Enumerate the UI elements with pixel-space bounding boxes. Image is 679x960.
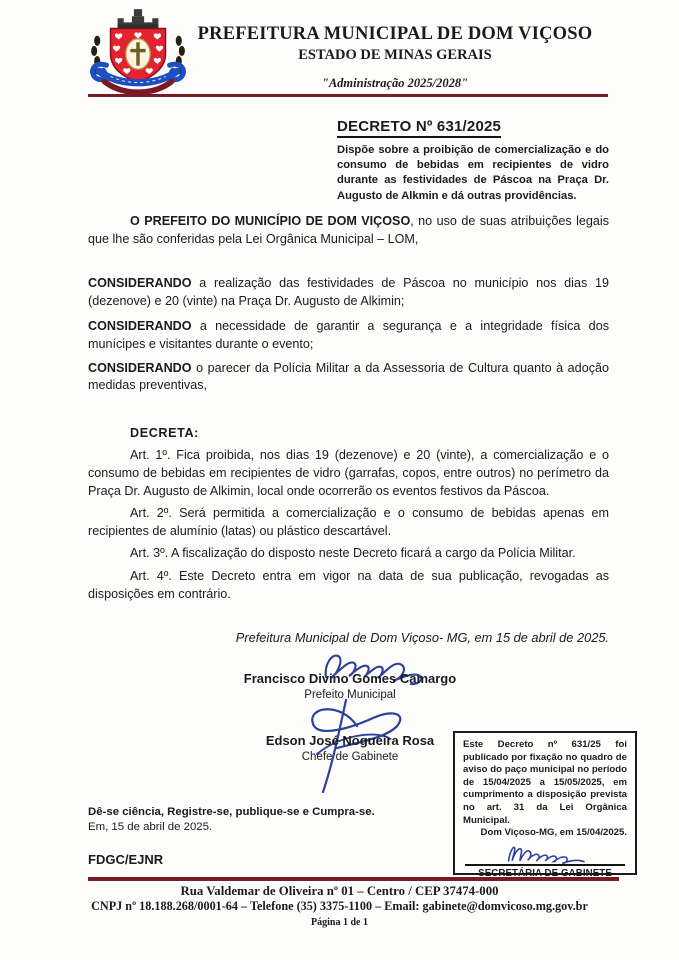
considerando-keyword: CONSIDERANDO <box>88 360 192 375</box>
article-3: Art. 3º. A fiscalização do disposto neste Decreto ficará a cargo da Polícia Militar. <box>130 546 576 561</box>
decree-summary: Dispõe sobre a proibição de comercialização e do consumo de bebidas em recipientes de vidro durante as festividades de Páscoa na Praça Dr. Augusto de Alkmin e dá outras providências. <box>337 144 609 202</box>
publication-notice-box <box>453 731 637 879</box>
footer-page-number: Página 1 de 1 <box>311 917 368 928</box>
secretary-signature-icon <box>495 840 595 866</box>
decree-title: DECRETO Nº 631/2025 <box>337 118 501 138</box>
article-4: Art. 4º. Este Decreto entra em vigor na data de sua publicação, revogadas as disposições em contrário. <box>88 568 609 601</box>
signer-name: Edson José Nogueira Rosa <box>265 733 435 748</box>
letterhead <box>180 24 610 91</box>
municipal-coat-of-arms-icon <box>86 8 190 102</box>
article-2: Art. 2º. Será permitida a comercialização e o consumo de bebidas apenas em recipientes de alumínio (latas) ou plástico descartável. <box>88 506 609 538</box>
considerando-paragraph <box>88 275 609 310</box>
preamble-text: , no uso de suas atribuições legais que lhe são conferidas pela Lei Orgânica Municipal – LOM, <box>88 214 609 246</box>
decree-body <box>88 213 609 647</box>
closing-initials: FDGC/EJNR <box>88 852 164 867</box>
considerando-paragraph <box>88 318 609 353</box>
signature-line <box>465 864 625 866</box>
footer-address: Rua Valdemar de Oliveira nº 01 – Centro / CEP 37474-000 <box>180 884 499 898</box>
preamble-paragraph <box>88 213 609 248</box>
publication-date: Dom Viçoso-MG, em 15/04/2025. <box>480 827 627 839</box>
signer-role: Prefeito Municipal <box>304 689 396 701</box>
closing-order: Dê-se ciência, Registre-se, publique-se e Cumpra-se. <box>88 806 375 818</box>
publication-text: Este Decreto nº 631/25 foi publicado por fixação no quadro de aviso do paço municipal no período de 15/04/2025 a 15/05/2025, em cumprimento a disposição prevista no art. 31 da Lei Orgânica Municipal. <box>463 739 627 826</box>
considerando-text: a realização das festividades de Páscoa no município nos dias 19 (dezenove) e 20 (vinte) na Praça Dr. Augusto de Alkimin; <box>88 276 609 308</box>
signer-role: Chefe de Gabinete <box>301 751 399 763</box>
preamble-subject: O PREFEITO DO MUNICÍPIO DE DOM VIÇOSO <box>130 214 411 228</box>
considerando-keyword: CONSIDERANDO <box>88 276 192 291</box>
footer <box>0 884 679 930</box>
header-administration: "Administração 2025/2028" <box>321 76 469 90</box>
header-title: PREFEITURA MUNICIPAL DE DOM VIÇOSO <box>197 24 593 44</box>
publication-signer-title: SECRETÁRIA DE GABINETE <box>478 867 612 879</box>
publication-signature <box>463 840 627 879</box>
footer-contact: CNPJ nº 18.188.268/0001-64 – Telefone (35) 3375-1100 – Email: gabinete@domvicoso.mg.gov.br <box>91 899 588 913</box>
considerando-keyword: CONSIDERANDO <box>88 319 192 334</box>
closing-date: Em, 15 de abril de 2025. <box>88 821 213 833</box>
considerando-text: a necessidade de garantir a segurança e a integridade física dos munícipes e visitantes durante o evento; <box>88 319 609 351</box>
considerando-text: o parecer da Polícia Militar a da Assessoria de Cultura quanto à adoção medidas preventivas, <box>88 360 609 393</box>
closing-block <box>88 805 375 867</box>
dateline: Prefeitura Municipal de Dom Viçoso- MG, em 15 de abril de 2025. <box>235 630 609 646</box>
signature-block-mayor <box>205 671 495 701</box>
considerando-paragraph <box>88 360 609 395</box>
header-subtitle: ESTADO DE MINAS GERAIS <box>298 47 492 63</box>
decreta-label: DECRETA: <box>130 425 199 440</box>
header-rule <box>88 94 608 97</box>
signature-block-chief <box>225 733 475 763</box>
article-1: Art. 1º. Fica proibida, nos dias 19 (dezenove) e 20 (vinte), a comercialização e o consumo de bebidas em recipientes de vidro (garrafas, copos, entre outros) no perímetro da Praça Dr. Augusto de Alkimin, local onde ocorrerão os eventos festivos da Páscoa. <box>88 448 609 498</box>
signer-name: Francisco Divino Gomes Camargo <box>243 671 457 686</box>
